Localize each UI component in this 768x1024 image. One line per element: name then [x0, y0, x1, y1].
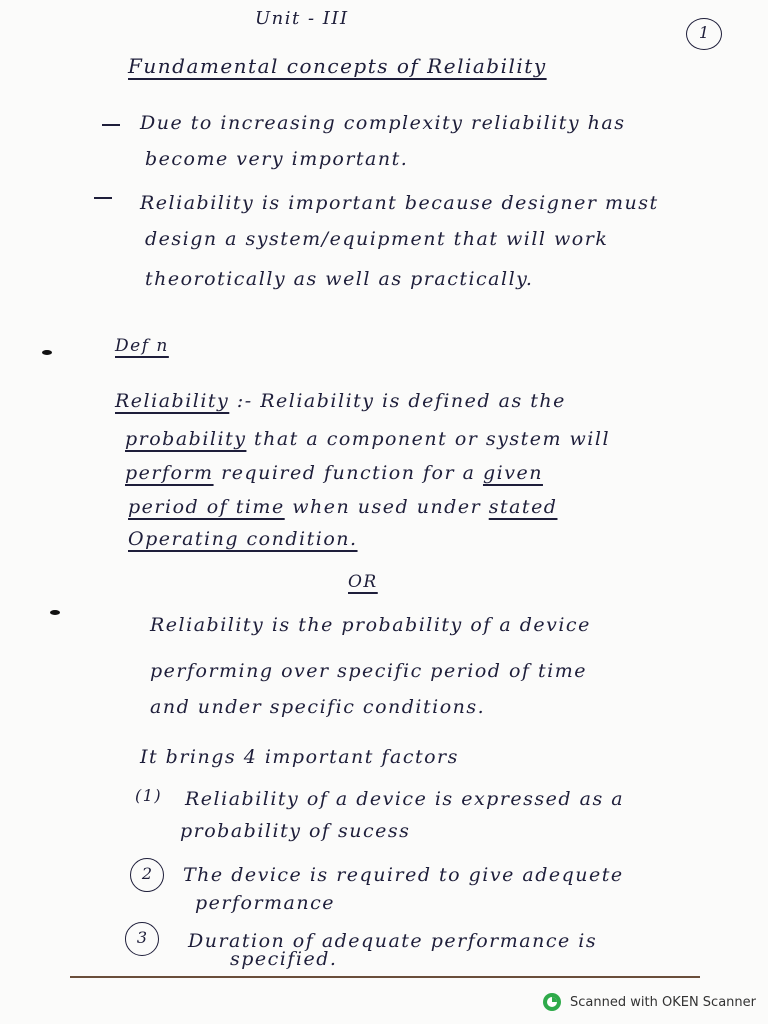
- definition-word-perform: perform: [125, 462, 214, 484]
- definition-line-4-text: when used under: [292, 496, 482, 518]
- margin-mark: [50, 610, 60, 615]
- margin-mark: [42, 350, 52, 355]
- definition-word-stated: stated: [488, 496, 558, 518]
- factor-1-line-2: probability of sucess: [180, 820, 411, 842]
- factor-2-number: 2: [130, 858, 164, 892]
- intro-point-2-line-3: theorotically as well as practically.: [145, 268, 534, 290]
- bullet-dash: [102, 124, 120, 126]
- bullet-dash: [94, 197, 112, 199]
- scanner-watermark: [542, 992, 756, 1012]
- definition-line-2-text: that a component or system will: [253, 428, 611, 450]
- page-number: 1: [686, 18, 722, 50]
- definition-line-3-text: required function for a: [221, 462, 476, 484]
- factor-3-line-1: Duration of adequate performance is: [188, 930, 598, 952]
- oken-scanner-logo-icon: [542, 992, 562, 1012]
- definition-line-3: [125, 462, 543, 484]
- factor-3-line-2: specified.: [230, 948, 338, 970]
- factor-3-number: 3: [125, 922, 159, 956]
- definition-line-2: [125, 428, 610, 450]
- definition-line-4: [128, 496, 557, 518]
- definition-word-given: given: [482, 462, 543, 484]
- intro-point-2-line-2: design a system/equipment that will work: [145, 228, 609, 250]
- definition-word-probability: probability: [125, 428, 247, 450]
- page-title: Fundamental concepts of Reliability: [128, 54, 547, 78]
- or-label: OR: [348, 572, 378, 592]
- definition-heading: Def n: [115, 336, 169, 356]
- factor-2-line-1: The device is required to give adequete: [183, 864, 624, 886]
- definition-line-1: [115, 390, 566, 412]
- alt-definition-line-1: Reliability is the probability of a device: [150, 614, 591, 636]
- page-bottom-line: [70, 976, 700, 978]
- intro-point-1-line-1: Due to increasing complexity reliability has: [140, 112, 626, 134]
- factor-1-number: (1): [135, 786, 163, 805]
- definition-term: Reliability: [115, 390, 230, 412]
- unit-heading: Unit - III: [255, 8, 349, 29]
- watermark-text: Scanned with OKEN Scanner: [570, 994, 756, 1010]
- alt-definition-line-3: and under specific conditions.: [150, 696, 486, 718]
- definition-line-5: Operating condition.: [128, 528, 358, 550]
- factor-2-line-2: performance: [195, 892, 336, 914]
- definition-word-period: period of time: [128, 496, 285, 518]
- intro-point-2-line-1: Reliability is important because designer must: [140, 192, 659, 214]
- definition-separator: :-: [236, 390, 253, 412]
- alt-definition-line-2: performing over specific period of time: [150, 660, 587, 682]
- factor-1-line-1: Reliability of a device is expressed as a: [185, 788, 625, 810]
- factors-intro: It brings 4 important factors: [140, 746, 459, 768]
- definition-line-1-text: Reliability is defined as the: [260, 390, 566, 412]
- intro-point-1-line-2: become very important.: [145, 148, 409, 170]
